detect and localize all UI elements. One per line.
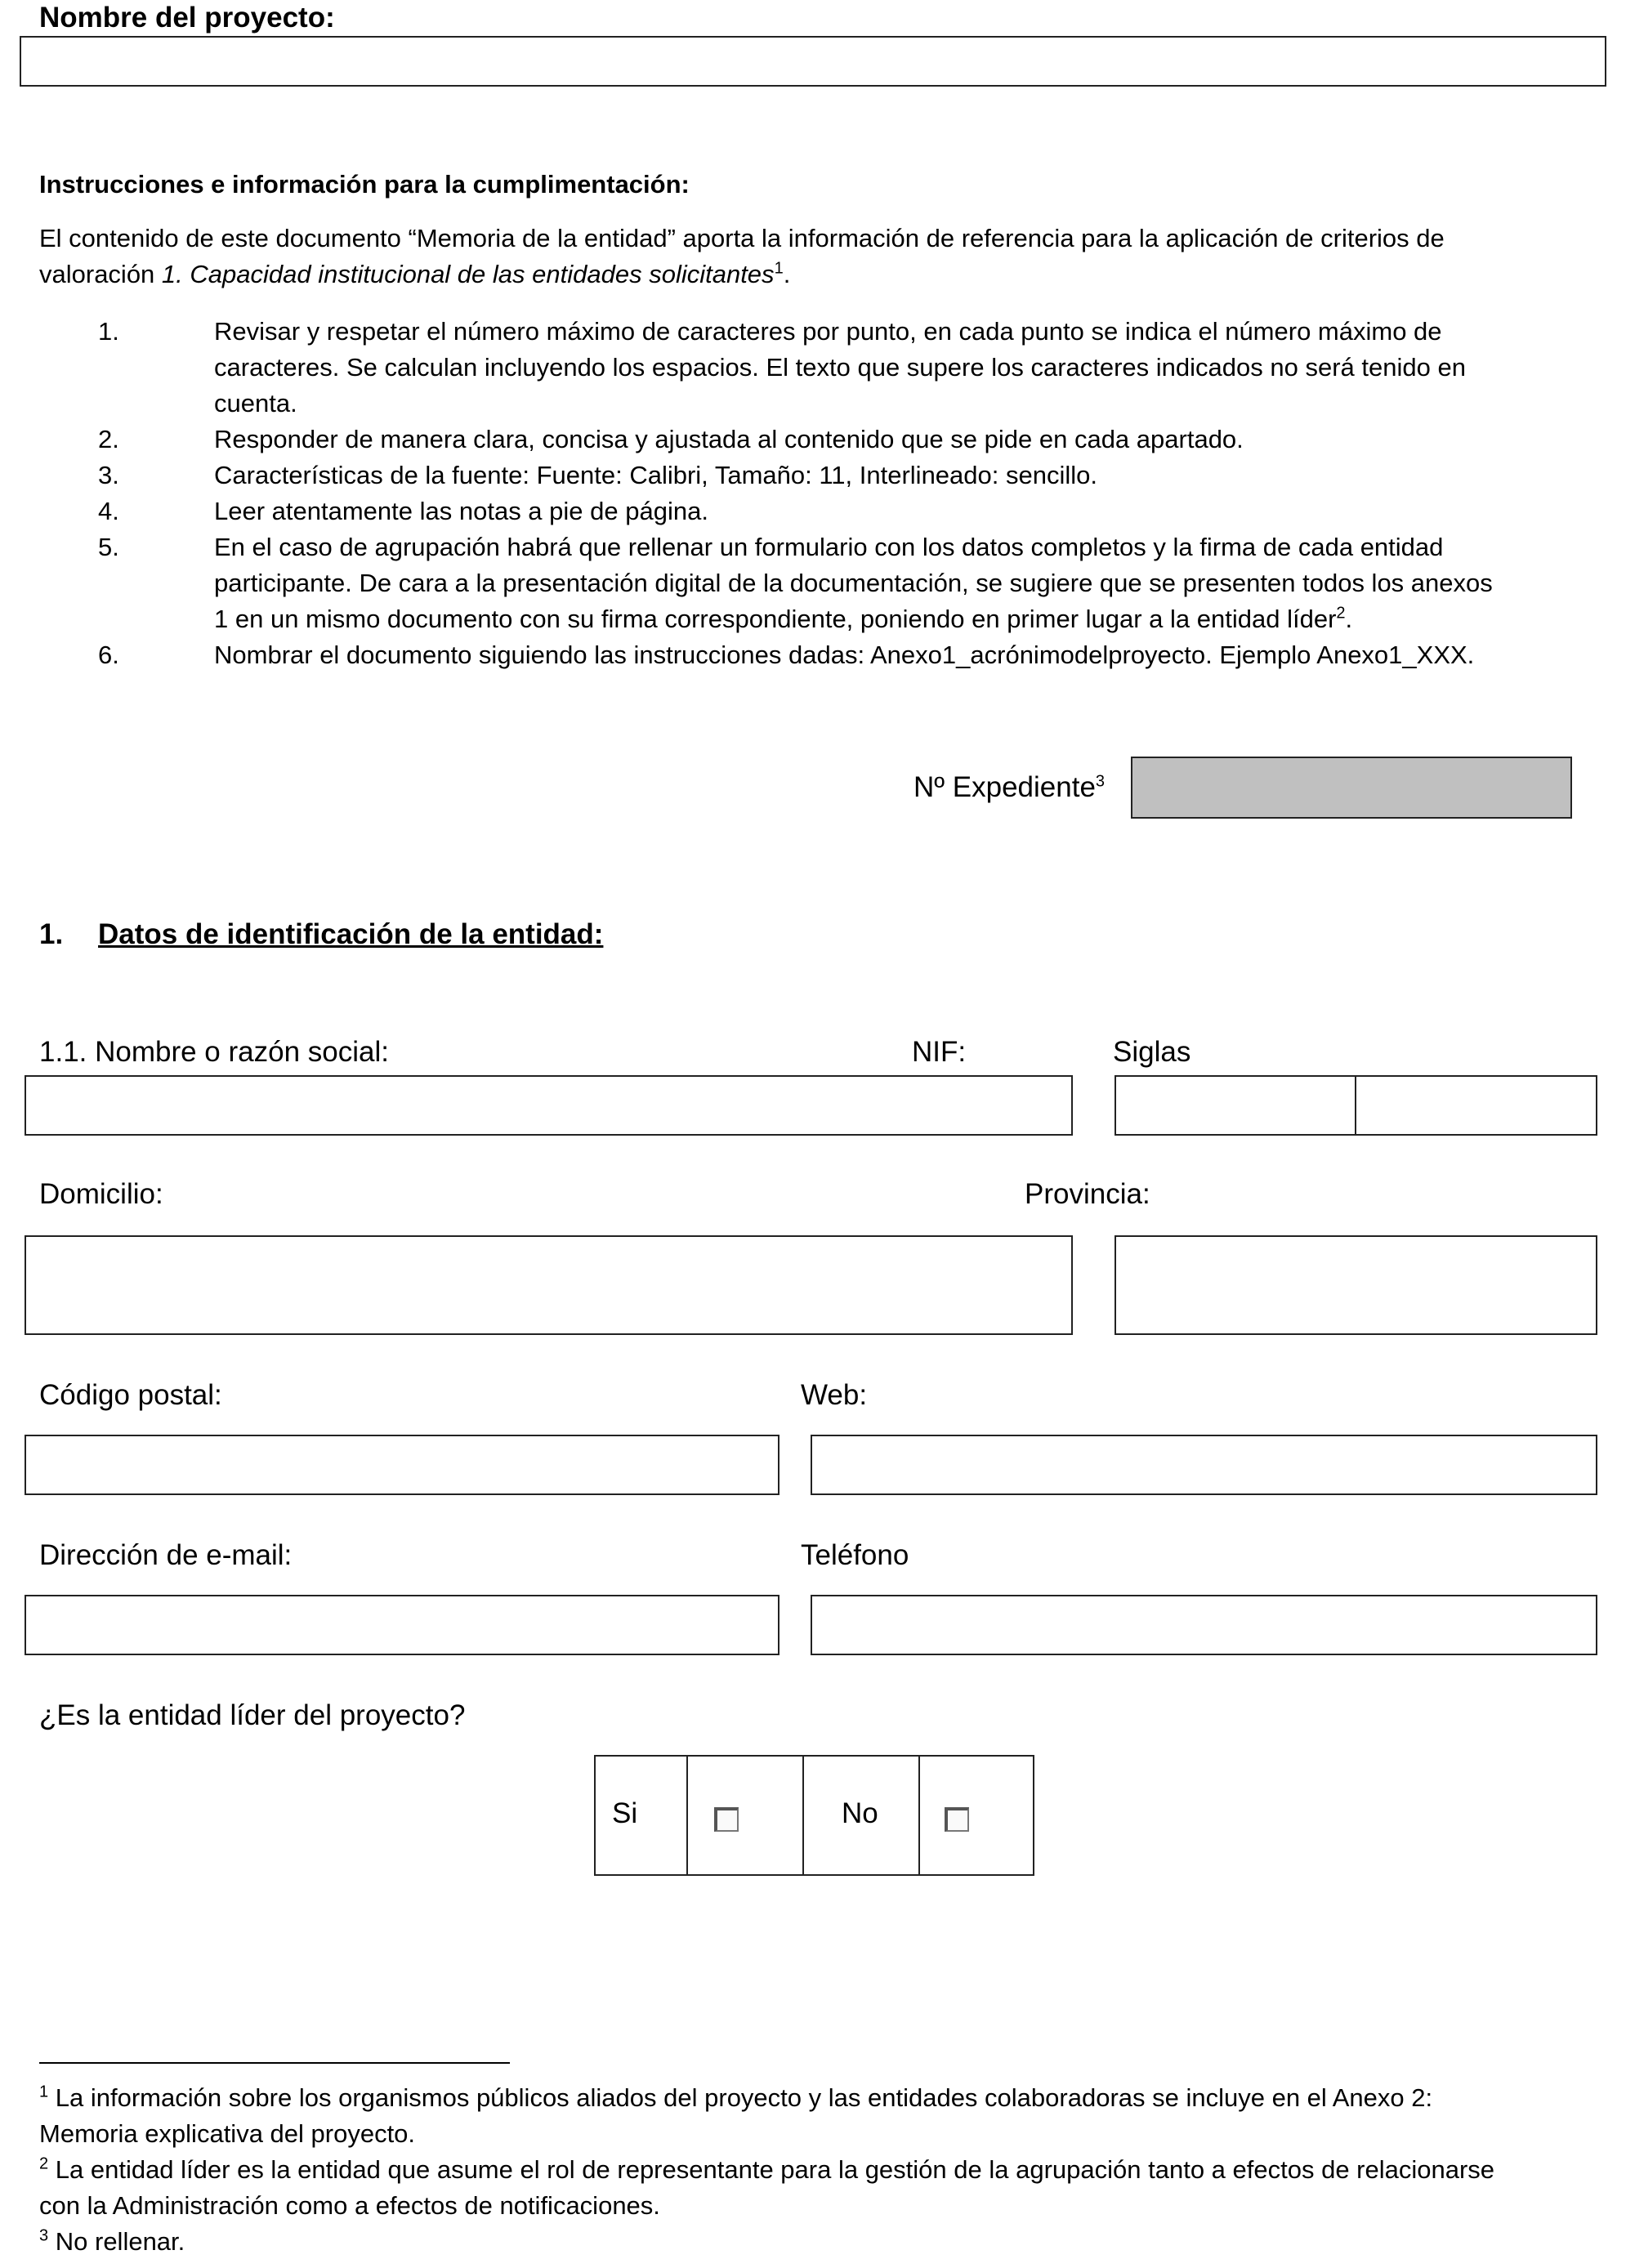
list-item [214,493,1587,529]
list-item-number: 5. [98,533,119,561]
siglas-input[interactable] [1355,1075,1597,1136]
cp-input[interactable] [25,1435,779,1495]
list-item [214,458,1587,493]
list-item-number: 1. [98,317,119,346]
footnote-text: La entidad líder es la entidad que asume el rol de representante para la gestión de la agrupación tanto a efectos de relacionarse [55,2155,1495,2184]
domicilio-label: Domicilio: [39,1178,163,1210]
list-line: Responder de manera clara, concisa y ajustada al contenido que se pide en cada apartado. [214,425,1244,453]
expediente-label-text: Nº Expediente [914,771,1096,803]
list-line: En el caso de agrupación habrá que rellenar un formulario con los datos completos y la firma de cada entidad [214,533,1444,561]
footnote-line: Memoria explicativa del proyecto. [39,2119,416,2148]
email-input[interactable] [25,1595,779,1655]
footnote-number: 3 [39,2226,49,2245]
no-checkbox-cell [918,1755,1034,1876]
email-label: Dirección de e-mail: [39,1539,293,1571]
list-line: Nombrar el documento siguiendo las instrucciones dadas: Anexo1_acrónimodelproyecto. Ejemplo Anexo1_XXX. [214,641,1475,669]
instructions-title: Instrucciones e información para la cumplimentación: [39,170,690,199]
section-title: Datos de identificación de la entidad: [98,918,604,950]
si-checkbox[interactable] [714,1807,739,1832]
list-line [214,601,1587,637]
provincia-input[interactable] [1115,1235,1597,1335]
project-name-input[interactable] [20,36,1606,87]
lider-question: ¿Es la entidad líder del proyecto? [39,1699,466,1731]
web-label: Web: [801,1379,868,1411]
list-item [214,314,1587,422]
footnote-number: 1 [39,2083,49,2101]
footnote-3 [39,2224,1592,2260]
list-line: participante. De cara a la presentación digital de la documentación, se sugiere que se presenten todos los anexos [214,569,1493,597]
footnote-number: 2 [39,2154,49,2173]
no-label: No [842,1797,878,1829]
project-name-label: Nombre del proyecto: [39,2,335,33]
list-line: Revisar y respetar el número máximo de caracteres por punto, en cada punto se indica el número máximo de [214,317,1442,346]
no-checkbox[interactable] [945,1807,969,1832]
no-cell [802,1755,920,1876]
section-number: 1. [39,918,64,950]
domicilio-input[interactable] [25,1235,1073,1335]
list-item [214,422,1587,458]
list-line: cuenta. [214,389,297,417]
footnote-line [39,2152,1592,2188]
web-input[interactable] [811,1435,1597,1495]
provincia-label: Provincia: [1025,1178,1150,1210]
si-checkbox-cell [686,1755,804,1876]
footnote-line [39,2080,1592,2116]
footnote-ref-1: 1 [774,259,784,278]
list-item-number: 3. [98,461,119,489]
list-item [214,637,1587,673]
footnote-text: No rellenar. [55,2227,185,2256]
nif-input[interactable] [1115,1075,1356,1136]
list-line-text: 1 en un mismo documento con su firma correspondiente, poniendo en primer lugar a la entidad líder [214,605,1337,633]
list-line: caracteres. Se calculan incluyendo los espacios. El texto que supere los caracteres indicados no será tenido en [214,353,1466,382]
intro-italic: 1. Capacidad institucional de las entidades solicitantes [161,260,775,288]
list-item-number: 4. [98,497,119,525]
list-line: Características de la fuente: Fuente: Calibri, Tamaño: 11, Interlineado: sencillo. [214,461,1097,489]
si-label: Si [612,1797,638,1829]
intro-part2: valoración [39,260,162,288]
nombre-input[interactable] [25,1075,1073,1136]
nif-label: NIF: [912,1036,967,1068]
list-line-end: . [1345,605,1353,633]
list-item [214,529,1587,637]
cp-label: Código postal: [39,1379,222,1411]
footnote-ref-2: 2 [1336,604,1346,623]
list-item-number: 6. [98,641,119,669]
instructions-intro [39,221,1592,292]
footnote-divider [39,2062,510,2064]
footnote-line [39,2224,1592,2260]
intro-line-1: El contenido de este documento “Memoria de la entidad” aporta la información de referencia para la aplicación de criterios de [39,224,1445,252]
footnote-2 [39,2152,1592,2224]
footnote-1 [39,2080,1592,2152]
footnote-text: La información sobre los organismos públicos aliados del proyecto y las entidades colaboradoras se incluye en el Anexo 2: [55,2083,1433,2112]
list-line: Leer atentamente las notas a pie de página. [214,497,708,525]
siglas-label: Siglas [1113,1036,1191,1068]
footnote-line: con la Administración como a efectos de notificaciones. [39,2191,660,2220]
nombre-label: 1.1. Nombre o razón social: [39,1036,389,1068]
telefono-input[interactable] [811,1595,1597,1655]
intro-line-2 [39,257,1592,292]
footnote-ref-3: 3 [1095,772,1106,791]
telefono-label: Teléfono [801,1539,909,1571]
expediente-field[interactable] [1131,757,1572,819]
si-cell [594,1755,688,1876]
list-item-number: 2. [98,425,119,453]
expediente-label [914,770,1105,806]
intro-end: . [783,260,791,288]
